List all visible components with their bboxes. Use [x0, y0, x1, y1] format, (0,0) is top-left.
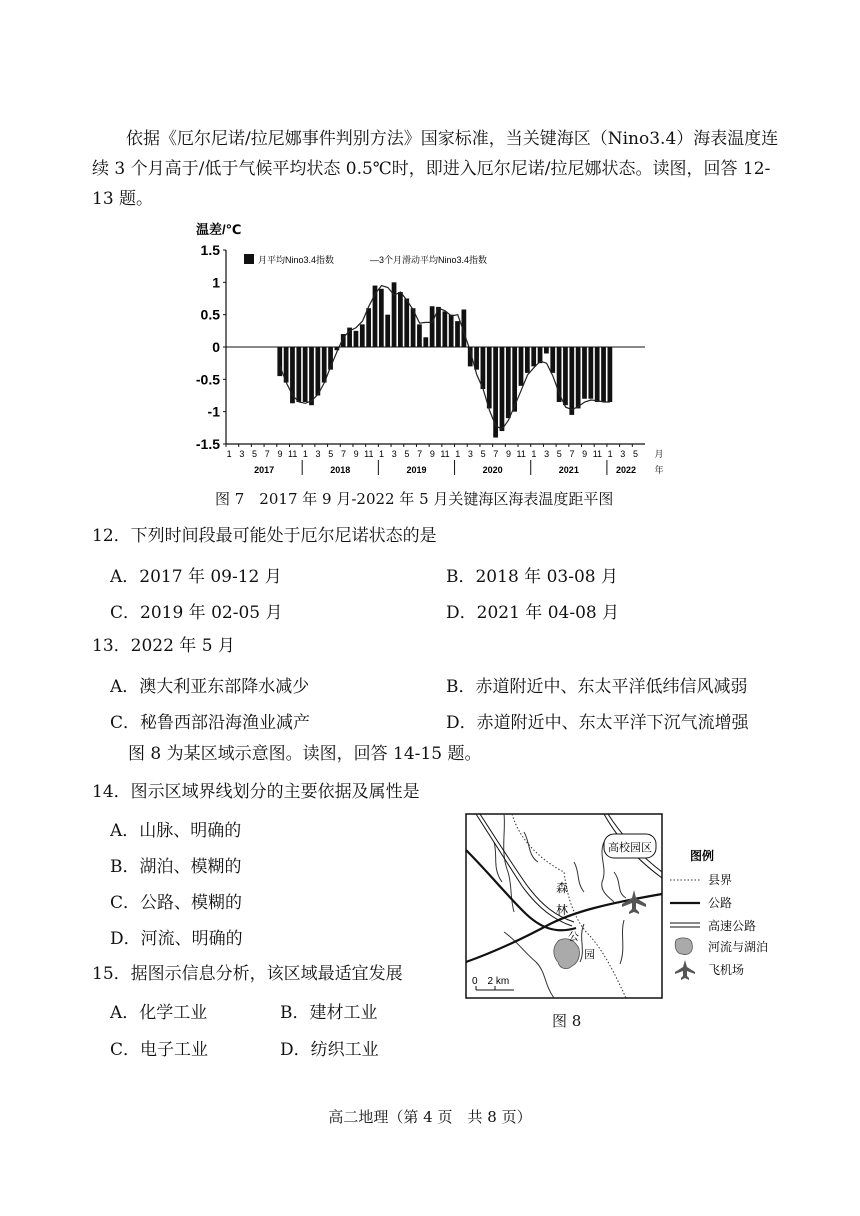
- month-label: 1: [379, 449, 385, 459]
- nino-chart: [190, 218, 680, 476]
- bar: [366, 308, 371, 347]
- month-label: 11: [364, 449, 374, 459]
- month-label: 11: [440, 449, 450, 459]
- month-label: 5: [480, 449, 486, 459]
- q13-option-a: A．澳大利亚东部降水减少: [110, 677, 310, 697]
- month-label: 11: [287, 449, 298, 459]
- q12-option-a: A．2017 年 09-12 月: [110, 567, 282, 587]
- bar: [322, 347, 327, 383]
- bar: [315, 347, 320, 396]
- campus-label: 高校园区: [608, 842, 652, 854]
- bar: [481, 347, 486, 389]
- month-label: 9: [505, 449, 512, 459]
- year-label: 2018: [330, 465, 351, 475]
- month-label: 3: [467, 449, 473, 459]
- year-label: 2019: [406, 465, 427, 475]
- bar: [576, 347, 581, 408]
- scale-label: 0 2 km: [472, 976, 510, 987]
- month-unit: 月: [654, 449, 664, 459]
- bar: [506, 347, 511, 418]
- bar: [354, 331, 359, 347]
- region-map: [464, 812, 774, 1004]
- ytick-label: -1.5: [195, 436, 220, 452]
- bar: [309, 347, 314, 405]
- ytick-label: -0.5: [195, 371, 220, 388]
- q13-stem: 13．2022 年 5 月: [92, 636, 235, 656]
- q13-option-c: C．秘鲁西部沿海渔业减产: [110, 713, 311, 733]
- chart-ylabel: 温差/℃: [196, 222, 242, 237]
- legend-river: 河流与湖泊: [708, 940, 769, 954]
- forest-char-3: 公: [568, 931, 579, 943]
- legend-road: 公路: [708, 896, 733, 910]
- fig8-caption: 图 8: [552, 1012, 582, 1030]
- q15-stem: 15．据图示信息分析，该区域最适宜发展: [92, 964, 403, 984]
- forest-char-4: 园: [584, 949, 595, 961]
- map-legend-title: 图例: [690, 849, 715, 863]
- month-label: 7: [493, 449, 499, 459]
- bar: [430, 306, 435, 347]
- intro2: 图 8 为某区域示意图。读图，回答 14-15 题。: [128, 744, 482, 764]
- month-label: 5: [632, 449, 638, 459]
- month-label: 5: [328, 449, 334, 459]
- ytick-label: -1: [207, 403, 220, 420]
- q15-option-c: C．电子工业: [110, 1040, 209, 1060]
- page-footer: 高二地理（第 4 页 共 8 页）: [328, 1108, 532, 1126]
- q13-option-d: D．赤道附近中、东太平洋下沉气流增强: [446, 713, 749, 733]
- q12-stem: 12．下列时间段最可能处于厄尔尼诺状态的是: [92, 526, 437, 546]
- month-label: 7: [340, 449, 346, 459]
- q12-option-c: C．2019 年 02-05 月: [110, 603, 283, 623]
- month-label: 7: [264, 449, 270, 459]
- q13-option-b: B．赤道附近中、东太平洋低纬信风减弱: [446, 677, 748, 697]
- month-label: 11: [592, 449, 603, 459]
- q15-option-b: B．建材工业: [280, 1003, 378, 1023]
- month-label: 1: [531, 449, 537, 459]
- q14-option-d: D．河流、明确的: [110, 929, 243, 949]
- intro-paragraph: 依据《厄尔尼诺/拉尼娜事件判别方法》国家标准，当关键海区（Nino3.4）海表温度连续 3 个月高于/低于气候平均状态 0.5℃时，即进入厄尔尼诺/拉尼娜状态。读图，回答 12-13 题。: [92, 129, 779, 209]
- chart-legend: [244, 254, 487, 265]
- bar: [296, 347, 301, 402]
- q14-option-a: A．山脉、明确的: [110, 821, 242, 841]
- month-label: 9: [277, 449, 283, 459]
- q14-option-b: B．湖泊、模糊的: [110, 857, 242, 877]
- year-label: 2021: [558, 465, 579, 475]
- month-label: 11: [516, 449, 526, 459]
- ytick-label: 1: [212, 274, 220, 291]
- q14-option-c: C．公路、模糊的: [110, 893, 243, 913]
- q12-option-b: B．2018 年 03-08 月: [446, 567, 618, 587]
- bar: [423, 337, 428, 347]
- bar: [277, 347, 282, 376]
- bar: [487, 347, 492, 408]
- bar: [544, 347, 549, 353]
- month-label: 9: [353, 449, 359, 459]
- bar: [563, 347, 568, 405]
- month-label: 1: [226, 449, 232, 459]
- month-label: 3: [239, 449, 245, 459]
- ytick-label: 1.5: [200, 242, 220, 258]
- month-label: 7: [417, 449, 423, 459]
- bar: [385, 315, 390, 347]
- q12-option-d: D．2021 年 04-08 月: [446, 603, 620, 623]
- bar: [417, 324, 422, 347]
- month-label: 1: [455, 449, 461, 459]
- legend-highway: 高速公路: [708, 919, 757, 933]
- month-label: 3: [315, 449, 321, 459]
- month-label: 3: [620, 449, 626, 459]
- bar: [608, 347, 613, 402]
- bar: [500, 347, 505, 431]
- bar: [303, 347, 308, 402]
- bar: [449, 315, 454, 347]
- legend-bar-label: 月平均Nino3.4指数: [258, 255, 335, 265]
- month-label: 5: [404, 449, 410, 459]
- bar: [582, 347, 587, 399]
- bar: [531, 347, 536, 366]
- bar: [519, 347, 524, 386]
- bar: [525, 347, 530, 373]
- bar: [442, 311, 447, 347]
- month-label: 1: [607, 449, 613, 459]
- year-unit: 年: [654, 465, 664, 475]
- month-label: 1: [302, 449, 308, 459]
- bar: [392, 282, 397, 347]
- fig7-caption: 图 7 2017 年 9 月-2022 年 5 月关键海区海表温度距平图: [215, 490, 614, 508]
- q15-option-d: D．纺织工业: [280, 1040, 379, 1060]
- bar: [550, 347, 555, 373]
- month-label: 3: [544, 449, 550, 459]
- year-label: 2022: [615, 465, 636, 475]
- bar: [398, 292, 403, 347]
- bar: [569, 347, 574, 415]
- bar: [595, 347, 600, 402]
- month-label: 3: [391, 449, 397, 459]
- bar: [588, 347, 593, 399]
- legend-airport-icon: [675, 960, 695, 980]
- month-label: 5: [556, 449, 562, 459]
- year-label: 2020: [482, 465, 503, 475]
- forest-char-1: 森: [556, 881, 569, 895]
- month-label: 9: [582, 449, 588, 459]
- year-label: 2017: [254, 465, 275, 475]
- month-label: 7: [569, 449, 575, 459]
- q14-stem: 14．图示区域界线划分的主要依据及属性是: [92, 782, 420, 802]
- bar: [601, 347, 606, 402]
- month-label: 9: [429, 449, 435, 459]
- bar: [360, 324, 365, 347]
- bar: [404, 299, 409, 348]
- legend-county: 县界: [708, 873, 733, 887]
- forest-char-2: 林: [556, 903, 569, 917]
- ytick-label: 0.5: [200, 306, 220, 323]
- bar: [379, 289, 384, 347]
- ytick-label: 0: [212, 339, 220, 355]
- legend-line-label: —3个月滑动平均Nino3.4指数: [370, 255, 488, 265]
- month-label: 5: [252, 449, 258, 459]
- q15-option-a: A．化学工业: [110, 1003, 208, 1023]
- bar: [455, 321, 460, 347]
- legend-airport: 飞机场: [708, 963, 745, 977]
